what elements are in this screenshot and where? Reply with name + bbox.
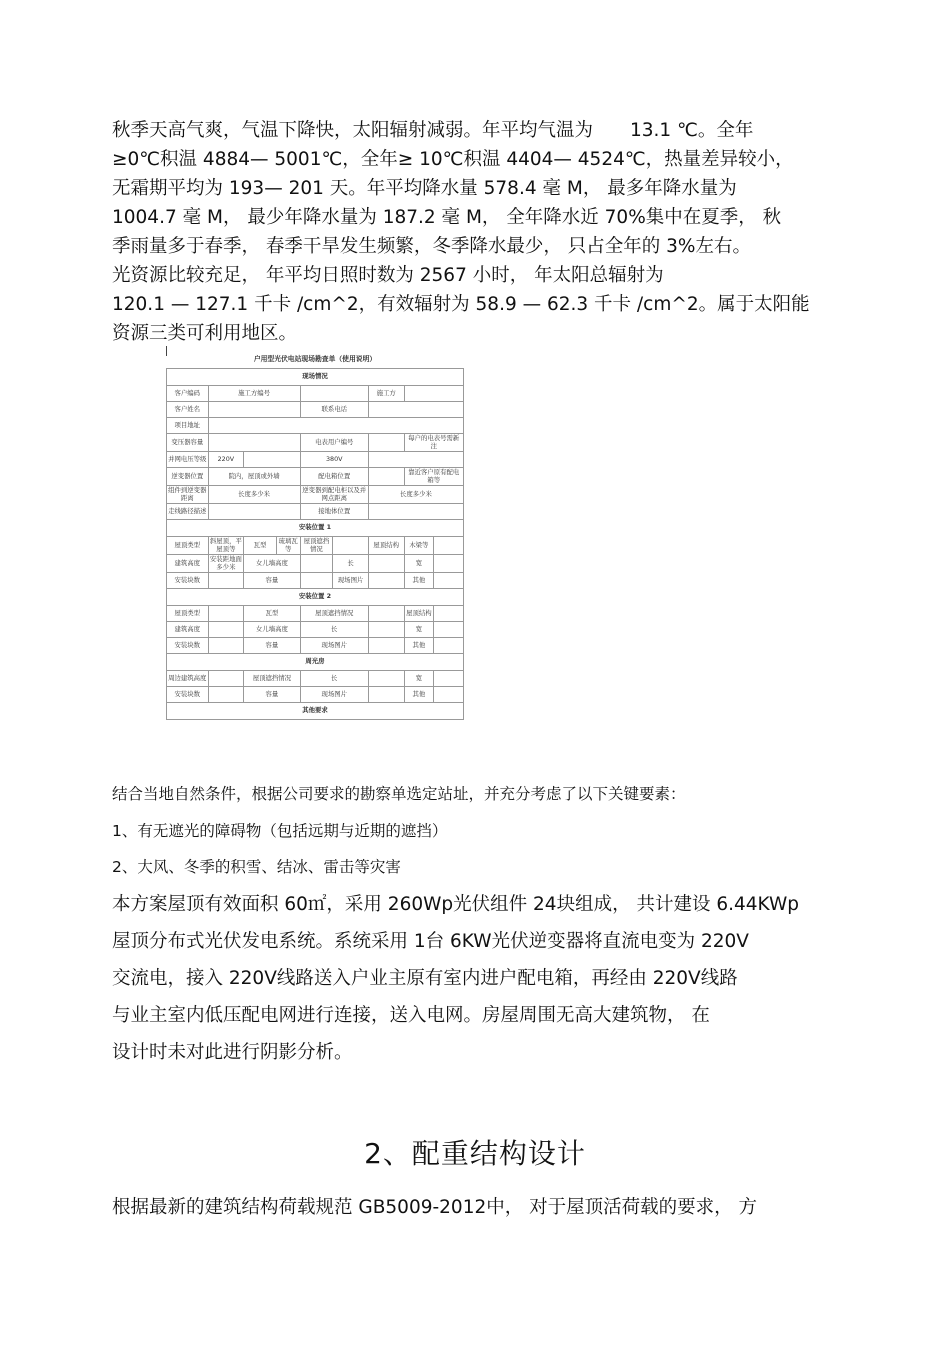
section-header: 周光房 [167, 654, 464, 671]
text-line: 光资源比较充足， 年平均日照时数为 2567 小时， 年太阳总辐射为 [112, 265, 664, 286]
section-header: 安装位置 2 [167, 589, 464, 606]
cell-label: 屋顶遮挡情况 [300, 537, 333, 555]
cell-empty [434, 687, 464, 703]
cell-label: 其他 [404, 573, 434, 589]
cell-label: 长 [300, 622, 368, 638]
cell-empty [368, 638, 404, 654]
cell-label: 组件到逆变器距离 [168, 486, 207, 502]
text-line: ≥0℃积温 4884— 5001℃，全年≥ 10℃积温 4404— 4524℃，热量差异较小， [112, 149, 794, 170]
cell-label: 客户编码 [167, 386, 209, 402]
cell-label: 容量 [244, 687, 300, 703]
cell-label: 建筑高度 [167, 622, 209, 638]
cell-empty [300, 555, 333, 573]
cell-empty [368, 402, 463, 418]
cell-label: 联系电话 [300, 402, 368, 418]
text-line: 设计时未对此进行阴影分析。 [112, 1042, 353, 1063]
cell-label: 宽 [404, 622, 434, 638]
cell-empty [368, 671, 404, 687]
cell-label: 现场图片 [333, 573, 369, 589]
cell-value: 长度多少米 [368, 486, 463, 504]
cell-empty [368, 573, 404, 589]
cell-empty [208, 671, 244, 687]
cell-label: 女儿墙高度 [244, 555, 300, 573]
cell-label: 逆变器位置 [167, 468, 209, 486]
text-line: 屋顶分布式光伏发电系统。系统采用 1台 6KW光伏逆变器将直流电变为 220V [112, 931, 749, 952]
text-line: 与业主室内低压配电网进行连接，送入电网。房屋周围无高大建筑物， 在 [112, 1005, 710, 1026]
cell-label: 施工方编号 [208, 386, 300, 402]
cell-label: 瓦型 [244, 537, 277, 555]
cell-empty [434, 671, 464, 687]
cell-empty [300, 386, 368, 402]
cell-label: 女儿墙高度 [244, 622, 300, 638]
cell-label: 安装块数 [167, 687, 209, 703]
cell-value: 长度多少米 [208, 486, 300, 504]
cell-label: 电表用户编号 [300, 434, 368, 452]
cell-value: 安装距地面多少米 [209, 555, 242, 571]
cell-empty [208, 573, 244, 589]
cell-empty [368, 452, 463, 468]
cell-label: 施工方 [368, 386, 404, 402]
section-heading: 2、配重结构设计 [364, 1137, 586, 1170]
cell-empty [434, 537, 464, 555]
cell-label: 屋顶遮挡情况 [244, 671, 300, 687]
cell-empty [300, 573, 333, 589]
cell-label: 宽 [404, 555, 434, 573]
cell-label: 其他 [404, 687, 434, 703]
cell-label: 容量 [244, 638, 300, 654]
cell-empty [208, 504, 300, 520]
cell-value: 院内，屋顶或外墙 [208, 468, 300, 486]
cell-label: 屋顶类型 [167, 606, 209, 622]
text-line: 资源三类可利用地区。 [112, 323, 298, 344]
cell-label: 屋顶结构 [368, 537, 404, 555]
factor-item-2: 2、大风、冬季的积雪、结冰、雷击等灾害 [112, 858, 401, 876]
cell-empty [434, 638, 464, 654]
text-line: 120.1 — 127.1 千卡 /cm^2，有效辐射为 58.9 — 62.3 千卡 /cm^2。属于太阳能 [112, 294, 810, 315]
cell-empty [208, 418, 463, 434]
cell-value: 靠近客户原有配电箱等 [404, 468, 463, 486]
cell-empty [208, 638, 244, 654]
cell-label: 瓦型 [244, 606, 300, 622]
cell-value: 220V [208, 452, 244, 468]
cell-empty [208, 606, 244, 622]
cell-empty [368, 622, 404, 638]
factor-item-1: 1、有无遮光的障碍物（包括远期与近期的遮挡） [112, 822, 448, 840]
form-title: 户用型光伏电站现场勘查单（使用说明） [253, 355, 377, 364]
cell-label: 配电箱位置 [300, 468, 368, 486]
cell-label: 项目地址 [167, 418, 209, 434]
text-line: 无霜期平均为 193— 201 天。年平均降水量 578.4 毫 M， 最多年降水量为 [112, 178, 737, 199]
cell-empty [434, 622, 464, 638]
cell-empty [208, 687, 244, 703]
cell-label: 屋顶类型 [167, 537, 209, 555]
body-text-line: 根据最新的建筑结构荷载规范 GB5009-2012中， 对于屋顶活荷载的要求， 方 [112, 1197, 758, 1218]
cell-label: 长 [333, 555, 369, 573]
text-line: 交流电，接入 220V线路送入户业主原有室内进户配电箱，再经由 220V线路 [112, 968, 738, 989]
cell-label: 接地体位置 [300, 504, 368, 520]
cell-label: 屋顶遮挡情况 [300, 606, 368, 622]
text-line: 本方案屋顶有效面积 60㎡，采用 260Wp光伏组件 24块组成， 共计建设 6.44KWp [112, 894, 800, 915]
text-line: 季雨量多于春季， 春季干旱发生频繁，冬季降水最少， 只占全年的 3%左右。 [112, 236, 751, 257]
cell-label: 客户姓名 [167, 402, 209, 418]
cell-empty [208, 622, 244, 638]
cell-value: 380V [300, 452, 368, 468]
cell-empty [368, 468, 404, 486]
site-selection-intro: 结合当地自然条件，根据公司要求的勘察单选定站址，并充分考虑了以下关键要素： [112, 785, 686, 803]
cell-label: 并网电压等级 [167, 452, 209, 468]
cell-empty [368, 687, 404, 703]
cell-label: 容量 [244, 573, 300, 589]
cell-label: 现场图片 [300, 638, 368, 654]
cell-label: 现场图片 [300, 687, 368, 703]
cell-empty [368, 606, 404, 622]
system-description-paragraph [112, 886, 852, 1071]
cell-empty [434, 573, 464, 589]
cell-empty [368, 555, 404, 573]
survey-form-image [166, 352, 464, 760]
cell-empty [208, 434, 300, 452]
cell-value: 斜屋顶，平屋顶等 [209, 537, 242, 553]
cell-label: 安装块数 [167, 573, 209, 589]
cell-empty [368, 434, 404, 452]
cell-empty [333, 537, 369, 555]
cell-label: 逆变器到配电柜以及并网点距离 [300, 486, 368, 504]
cell-empty [434, 606, 464, 622]
survey-table [166, 352, 464, 720]
cell-label: 建筑高度 [167, 555, 209, 573]
cell-empty [244, 452, 300, 468]
cell-label: 宽 [404, 671, 434, 687]
cell-value: 琉璃瓦等 [276, 537, 300, 555]
climate-paragraph [112, 116, 842, 348]
section-header: 现场情况 [167, 369, 464, 386]
cell-label: 变压器容量 [167, 434, 209, 452]
cell-label: 走线路径描述 [167, 504, 209, 520]
cell-label: 安装块数 [167, 638, 209, 654]
cell-label: 每户的电表号需新注 [404, 434, 463, 452]
cell-label: 长 [300, 671, 368, 687]
section-header: 其他要求 [167, 703, 464, 720]
cell-empty [208, 402, 300, 418]
cell-label: 屋顶结构 [404, 606, 434, 622]
cell-empty [434, 555, 464, 573]
cell-empty [368, 504, 463, 520]
cell-empty [404, 386, 463, 402]
section-header: 安装位置 1 [167, 520, 464, 537]
cell-label: 其他 [404, 638, 434, 654]
text-line: 秋季天高气爽，气温下降快，太阳辐射减弱。年平均气温为 13.1 ℃。全年 [112, 120, 754, 141]
text-line: 1004.7 毫 M， 最少年降水量为 187.2 毫 M， 全年降水近 70%集中在夏季， 秋 [112, 207, 782, 228]
cell-value: 木梁等 [404, 537, 434, 555]
cell-label: 周边建筑高度 [167, 671, 209, 687]
